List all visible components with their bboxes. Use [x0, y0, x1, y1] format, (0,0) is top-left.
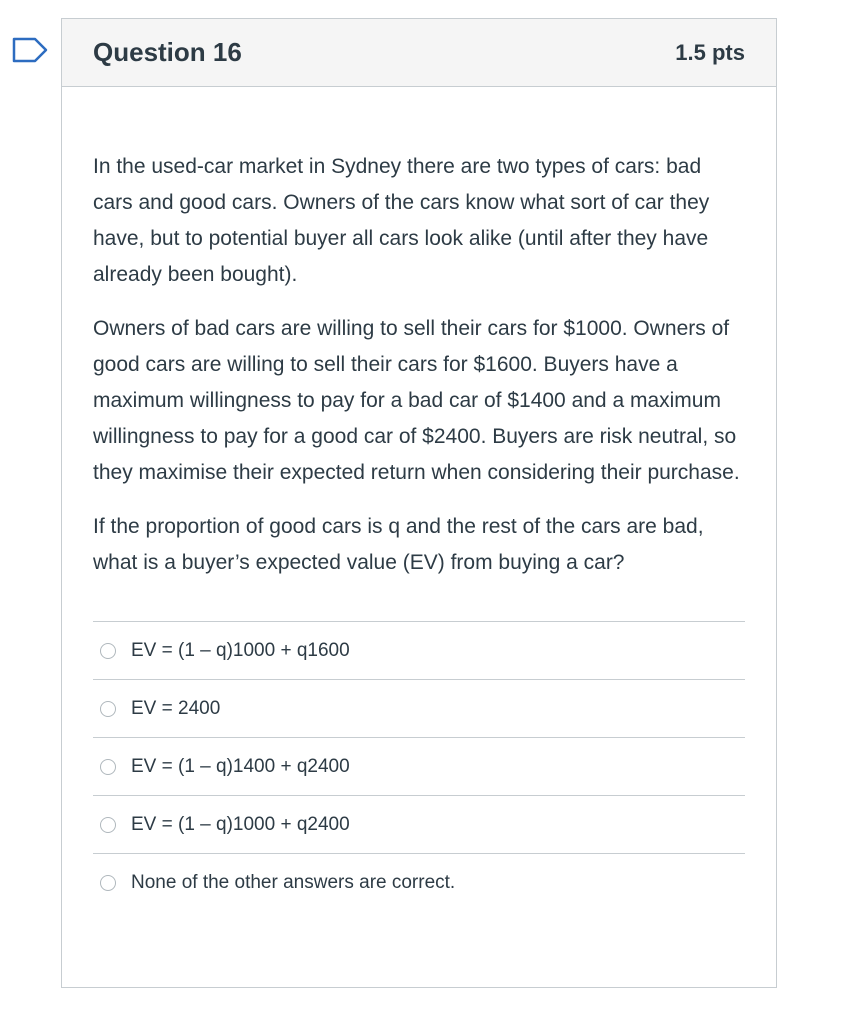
answer-option-2[interactable]: [93, 679, 745, 737]
question-title: Question 16: [93, 37, 242, 67]
answer-option-5[interactable]: [93, 853, 745, 911]
answer-label[interactable]: None of the other answers are correct.: [131, 871, 456, 893]
radio-empty-icon[interactable]: [100, 701, 116, 717]
question-header: [62, 19, 776, 87]
answer-label[interactable]: EV = 2400: [131, 697, 221, 719]
question-paragraph-2: Owners of bad cars are willing to sell their cars for $1000. Owners of good cars are willing to sell their cars for $1600. Buyers have a maximum willingness to pay for a bad car of $1400 and a maximum willingness to pay for a good car of $2400. Buyers are risk neutral, so they maximise their expected return when considering their purchase.: [93, 317, 740, 484]
answer-option-4[interactable]: [93, 795, 745, 853]
answer-option-3[interactable]: [93, 737, 745, 795]
answer-label[interactable]: EV = (1 – q)1000 + q2400: [131, 813, 350, 835]
answer-label[interactable]: EV = (1 – q)1000 + q1600: [131, 639, 350, 661]
question-content: [62, 87, 776, 911]
radio-empty-icon[interactable]: [100, 817, 116, 833]
question-points: 1.5 pts: [675, 39, 745, 65]
flag-question-icon[interactable]: [11, 36, 49, 64]
question-card: [61, 18, 777, 988]
radio-empty-icon[interactable]: [100, 759, 116, 775]
radio-empty-icon[interactable]: [100, 875, 116, 891]
answer-option-1[interactable]: [93, 621, 745, 679]
answer-label[interactable]: EV = (1 – q)1400 + q2400: [131, 755, 350, 777]
answer-list: [93, 621, 745, 911]
question-paragraph-3: If the proportion of good cars is q and the rest of the cars are bad, what is a buyer’s expected value (EV) from buying a car?: [93, 515, 704, 574]
radio-empty-icon[interactable]: [100, 643, 116, 659]
question-paragraph-1: In the used-car market in Sydney there are two types of cars: bad cars and good cars. Owners of the cars know what sort of car they have, but to potential buyer all cars look alike (until after they have already been bought).: [93, 155, 710, 286]
